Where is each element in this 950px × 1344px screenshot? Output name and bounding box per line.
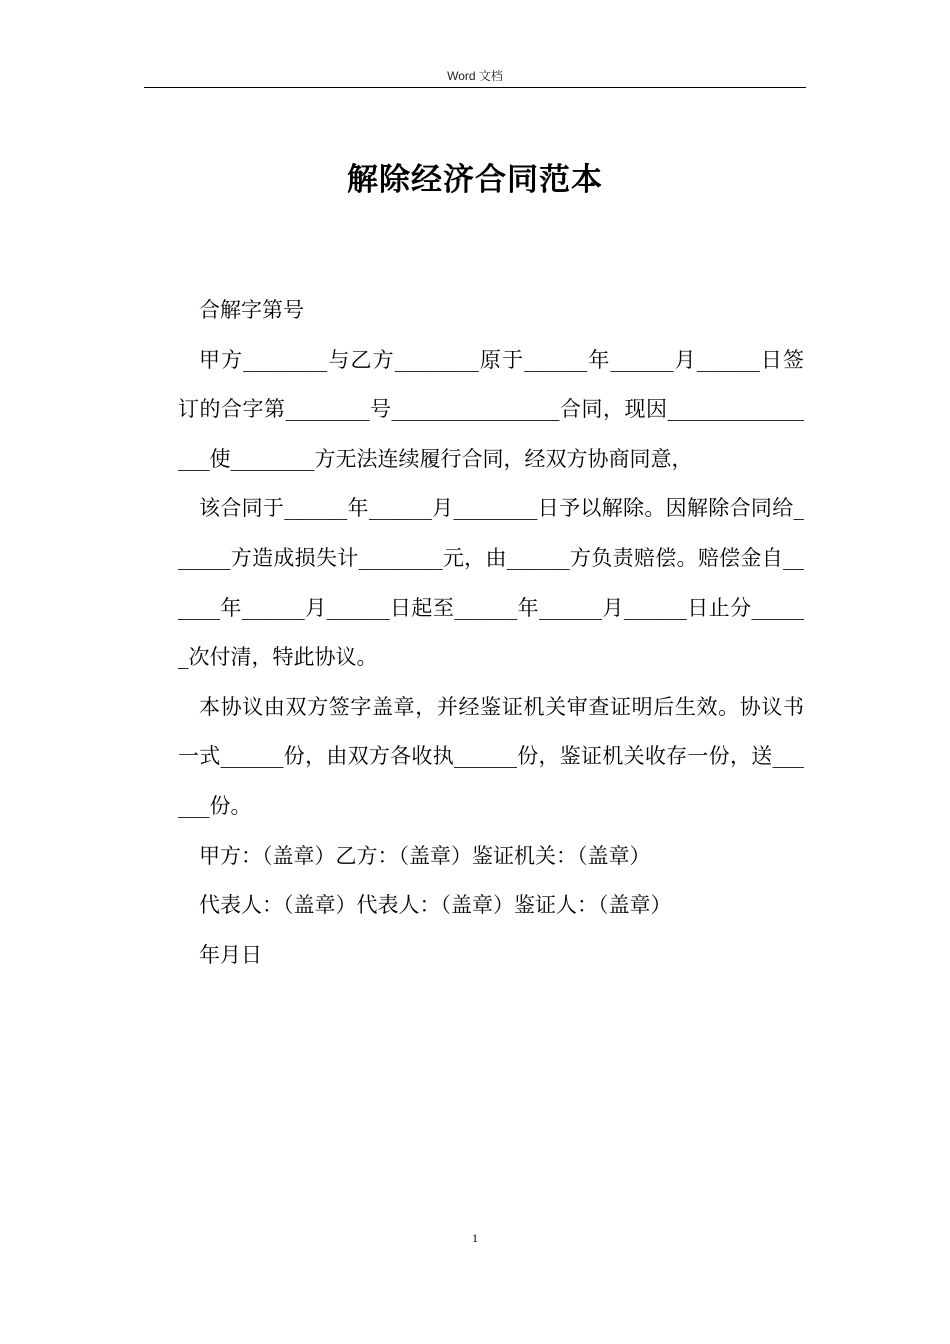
paragraph-effectiveness: 本协议由双方签字盖章，并经鉴证机关审查证明后生效。协议书一式______份，由双方各收执______份，鉴证机关收存一份，送______份。 [178, 694, 804, 818]
paragraph-date: 年月日 [199, 942, 262, 967]
paragraph-parties: 甲方________与乙方________原于______年______月______日签订的合字第________号________________合同，现因________________使________方无法连续履行合同，经双方协商同意， [178, 347, 804, 471]
document-title: 解除经济合同范本 [347, 162, 603, 198]
paragraph-termination-compensation: 该合同于______年______月________日予以解除。因解除合同给______方造成损失计________元，由______方负责赔偿。赔偿金自______年______月______日起至______年______月______日止分______次付清，特此协议。 [178, 496, 804, 670]
header-divider [144, 87, 806, 88]
paragraph-representatives: 代表人：（盖章）代表人：（盖章）鉴证人：（盖章） [199, 893, 672, 918]
page-header-text: Word 文档 [447, 69, 503, 83]
document-body [178, 286, 804, 980]
paragraph-seals: 甲方：（盖章）乙方：（盖章）鉴证机关：（盖章） [199, 843, 651, 868]
paragraph-contract-number: 合解字第号 [199, 298, 304, 322]
page-number: 1 [472, 1231, 478, 1245]
